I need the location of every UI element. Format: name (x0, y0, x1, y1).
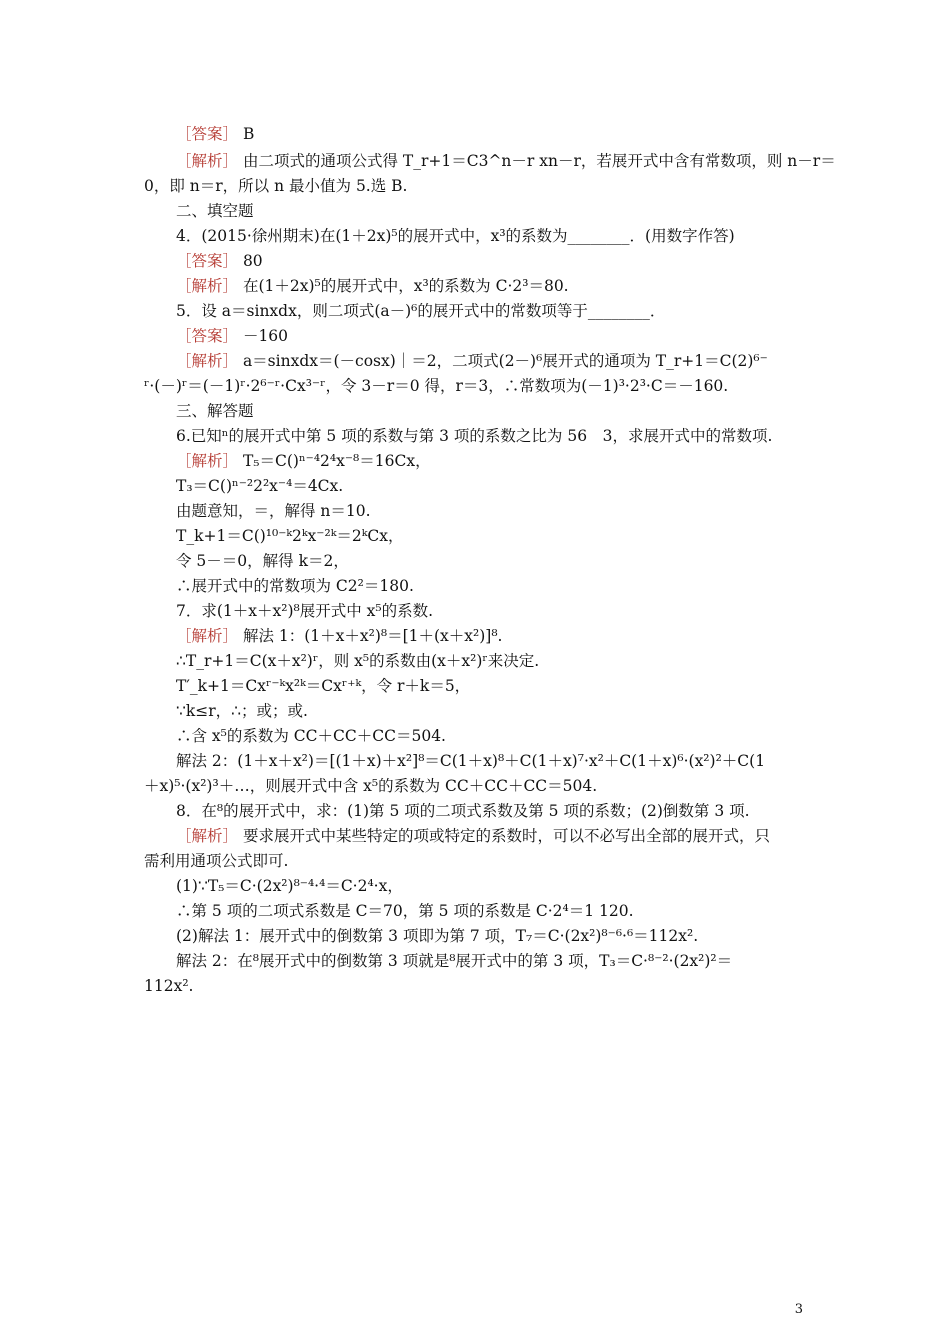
analysis-line (176, 826, 814, 846)
line-text: T′_k+1＝Cxʳ⁻ᵏx²ᵏ＝Cxʳ⁺ᵏ，令 r＋k＝5， (176, 677, 471, 695)
line-text: 0，即 n＝r，所以 n 最小值为 5.选 B. (144, 177, 408, 195)
analysis-text: 在(1＋2x)⁵的展开式中，x³的系数为 C·2³＝80. (238, 277, 569, 295)
line-text: ʳ·(－)ʳ＝(－1)ʳ·2⁶⁻ʳ·Cx³⁻ʳ，令 3－r＝0 得，r＝3，∴常数项为(－1)³·2³·C＝－160. (144, 377, 729, 395)
answer-text: B (238, 125, 255, 143)
line-text: ∴T_r+1＝C(x＋x²)ʳ，则 x⁵的系数由(x＋x²)ʳ来决定. (176, 652, 540, 670)
text-line (144, 851, 814, 871)
line-text: ∵k≤r，∴；或；或. (176, 702, 308, 720)
heading-text: 三、解答题 (176, 402, 254, 420)
analysis-text: T₅＝C()ⁿ⁻⁴2⁴x⁻⁸＝16Cx， (238, 452, 431, 470)
text-line (176, 526, 814, 546)
answer-line (176, 124, 814, 144)
text-line (176, 876, 814, 896)
question-text: 6.已知ⁿ的展开式中第 5 项的系数与第 3 项的系数之比为 56 3，求展开式中的常数项. (176, 427, 773, 445)
answer-tag: ［答案］ (176, 125, 239, 143)
answer-text: －160 (238, 327, 289, 345)
analysis-tag: ［解析］ (176, 277, 239, 295)
question-line (176, 226, 814, 246)
heading-text: 二、填空题 (176, 202, 254, 220)
text-line (176, 726, 814, 746)
analysis-text: a＝sinxdx＝(－cosx)｜＝2，二项式(2－)⁶展开式的通项为 T_r+1＝C(2)⁶⁻ (238, 352, 768, 370)
answer-line (176, 326, 814, 346)
text-line (176, 926, 814, 946)
question-text: 5．设 a＝sinxdx，则二项式(a－)⁶的展开式中的常数项等于________． (176, 302, 666, 320)
text-line (176, 676, 814, 696)
line-text: 解法 2：在⁸展开式中的倒数第 3 项就是⁸展开式中的第 3 项，T₃＝C·⁸⁻²·(2x²)²＝ (176, 952, 733, 970)
analysis-tag: ［解析］ (176, 827, 239, 845)
text-line (144, 776, 814, 796)
text-line (176, 501, 814, 521)
line-text: ∴含 x⁵的系数为 CC＋CC＋CC＝504. (176, 727, 446, 745)
analysis-line (176, 451, 814, 471)
analysis-text: 解法 1：(1＋x＋x²)⁸＝[1＋(x＋x²)]⁸. (238, 627, 503, 645)
line-text: T_k+1＝C()¹⁰⁻ᵏ2ᵏx⁻²ᵏ＝2ᵏCx， (176, 527, 404, 545)
line-text: 需利用通项公式即可. (144, 852, 289, 870)
analysis-line (176, 351, 814, 371)
section-heading (176, 201, 814, 221)
question-text: 4．(2015·徐州期末)在(1＋2x)⁵的展开式中，x³的系数为________．(用数字作答) (176, 227, 735, 245)
analysis-tag: ［解析］ (176, 152, 239, 170)
text-line (176, 551, 814, 571)
answer-tag: ［答案］ (176, 327, 239, 345)
answer-text: 80 (238, 252, 263, 270)
line-text: (1)∵T₅＝C·(2x²)⁸⁻⁴·⁴＝C·2⁴·x， (176, 877, 403, 895)
question-text: 8．在⁸的展开式中，求：(1)第 5 项的二项式系数及第 5 项的系数；(2)倒数第 3 项. (176, 802, 750, 820)
line-text: (2)解法 1：展开式中的倒数第 3 项即为第 7 项，T₇＝C·(2x²)⁸⁻⁶·⁶＝112x². (176, 927, 699, 945)
analysis-tag: ［解析］ (176, 627, 239, 645)
analysis-text: 要求展开式中某些特定的项或特定的系数时，可以不必写出全部的展开式，只 (238, 827, 770, 845)
question-line (176, 426, 814, 446)
line-text: 由题意知，＝，解得 n＝10. (176, 502, 371, 520)
question-line (176, 301, 814, 321)
question-text: 7．求(1＋x＋x²)⁸展开式中 x⁵的系数. (176, 602, 434, 620)
section-heading (176, 401, 814, 421)
line-text: 解法 2：(1＋x＋x²)＝[(1＋x)＋x²]⁸＝C(1＋x)⁸＋C(1＋x)⁷·x²＋C(1＋x)⁶·(x²)²＋C(1 (176, 752, 766, 770)
text-line (176, 901, 814, 921)
line-text: T₃＝C()ⁿ⁻²2²x⁻⁴＝4Cx. (176, 477, 344, 495)
text-line (176, 951, 814, 971)
text-line (176, 701, 814, 721)
text-line (144, 176, 814, 196)
answer-line (176, 251, 814, 271)
line-text: 112x². (144, 977, 194, 995)
analysis-line (176, 151, 836, 171)
question-line (176, 601, 814, 621)
answer-tag: ［答案］ (176, 252, 239, 270)
text-line (176, 751, 814, 771)
page-number: 3 (794, 1302, 803, 1317)
text-line (144, 376, 814, 396)
text-line (176, 576, 814, 596)
line-text: ＋x)⁵·(x²)³＋…，则展开式中含 x⁵的系数为 CC＋CC＋CC＝504. (144, 777, 598, 795)
analysis-tag: ［解析］ (176, 352, 239, 370)
analysis-tag: ［解析］ (176, 452, 239, 470)
text-line (176, 651, 814, 671)
line-text: 令 5－＝0，解得 k＝2， (176, 552, 349, 570)
question-line (176, 801, 814, 821)
analysis-line (176, 276, 814, 296)
line-text: ∴第 5 项的二项式系数是 C＝70，第 5 项的系数是 C·2⁴＝1 120. (176, 902, 634, 920)
line-text: ∴展开式中的常数项为 C2²＝180. (176, 577, 414, 595)
text-line (144, 976, 814, 996)
analysis-text: 由二项式的通项公式得 T_r+1＝C3^n－r xn－r，若展开式中含有常数项，则 n－r＝ (238, 152, 836, 170)
analysis-line (176, 626, 814, 646)
text-line (176, 476, 814, 496)
